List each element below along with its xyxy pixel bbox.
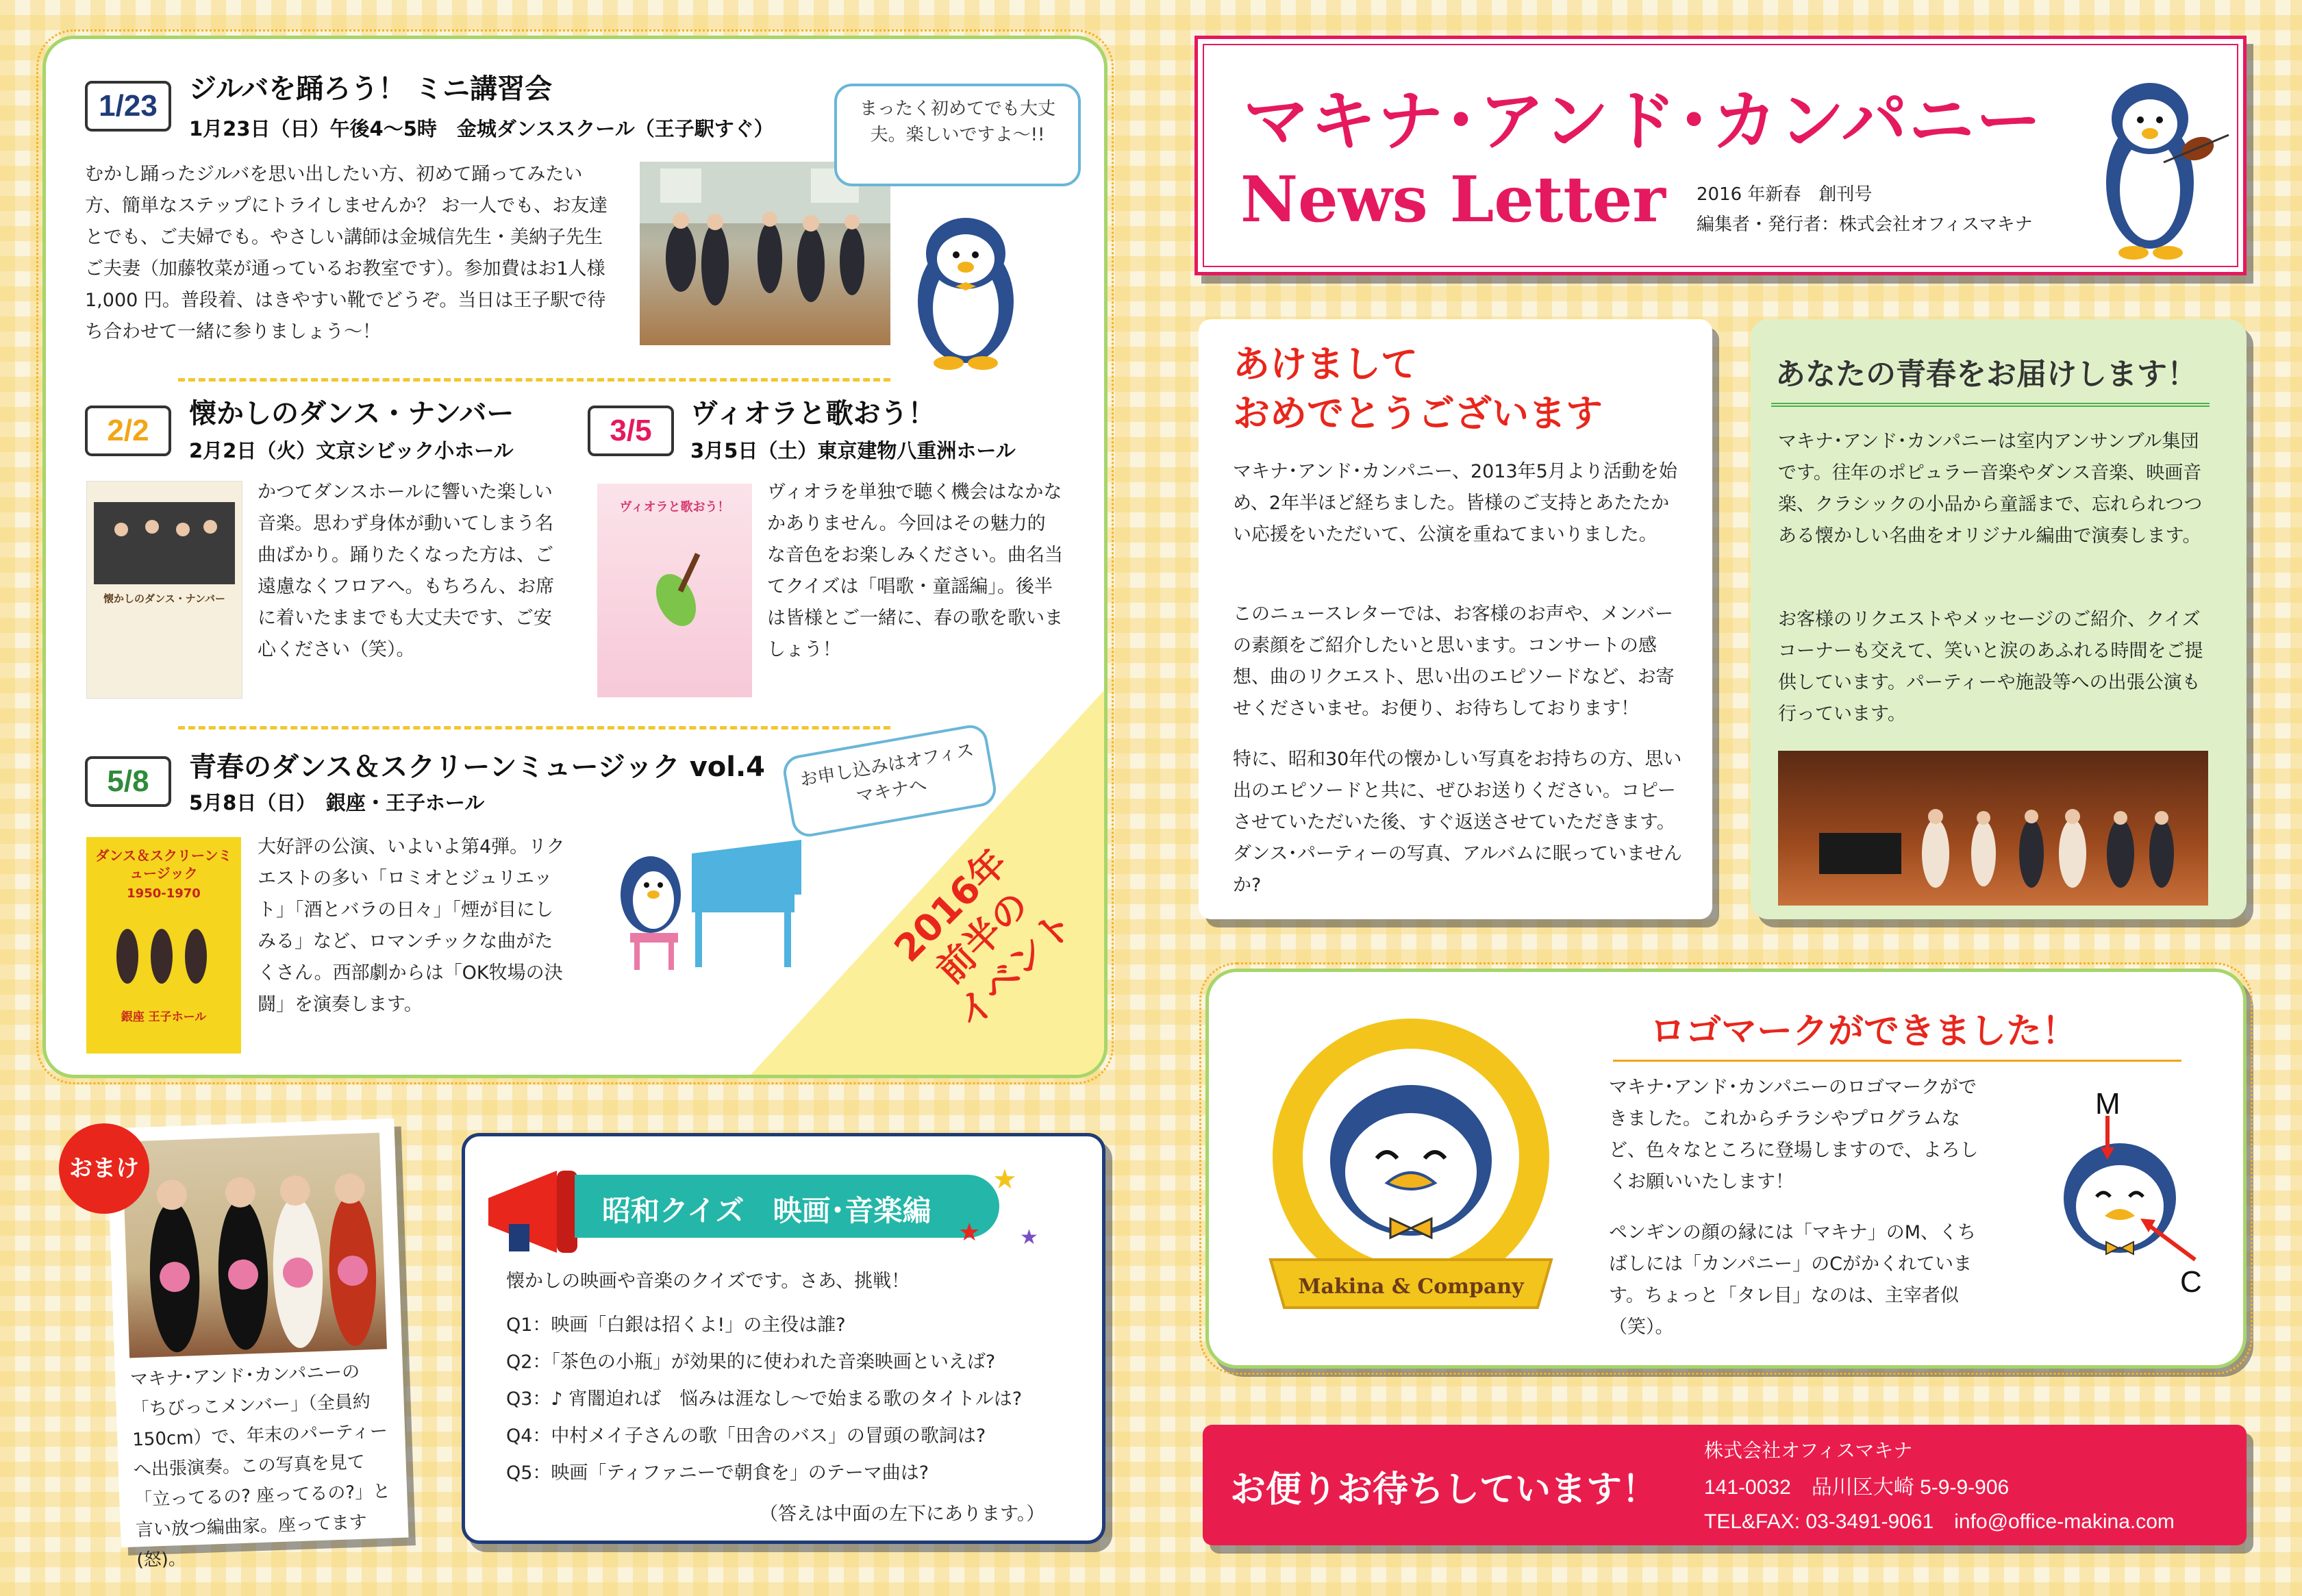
omake-card	[106, 1119, 408, 1571]
intro-paragraph-2: お客様のリクエストやメッセージのご紹介、クイズコーナーも交えて、笑いと涙のあふれる時間をご提供しています。パーティーや施設等への出張公演も行っています。	[1778, 609, 2203, 725]
viola-poster	[597, 484, 752, 697]
poster-years-4: 1950-1970	[127, 886, 201, 901]
logo-ribbon-text: Makina & Company	[1298, 1275, 1524, 1299]
event-subtitle-4: 5月8日（日） 銀座・王子ホール	[189, 791, 485, 814]
event-subtitle-2: 2月2日（火）文京シビック小ホール	[189, 439, 514, 462]
logo-panel	[1205, 969, 2247, 1369]
logo-heading-rule	[1613, 1060, 2181, 1062]
intro-paragraph-1: マキナ･アンド･カンパニーは室内アンサンブル集団です。往年のポピュラー音楽やダンス音楽、映画音楽、クラシックの小品から童謡まで、忘れられつつある懐かしい名曲をオリジナル編曲で演奏します。	[1778, 431, 2203, 547]
quiz-question-2: Q2：「茶色の小瓶」が効果的に使われた音楽映画といえば?	[506, 1351, 996, 1373]
speech-bubble-beginners: まったく初めてでも大丈夫。楽しいですよ〜!!	[834, 84, 1081, 186]
event-date-2: 2/2	[85, 406, 171, 456]
event-date-1: 1/23	[85, 81, 171, 132]
quiz-question-3: Q3：♪ 宵闇迫れば 悩みは涯なし〜で始まる歌のタイトルは?	[506, 1388, 1023, 1410]
quiz-question-1: Q1：映画「白銀は招くよ!」の主役は誰?	[506, 1314, 846, 1336]
divider-2	[178, 726, 890, 730]
dance-number-poster	[86, 481, 242, 699]
star-icon: ★	[958, 1219, 981, 1247]
chibikko-members-photo	[122, 1133, 387, 1358]
greeting-panel	[1199, 319, 1712, 919]
events-corner-label: 2016年 前半の イベント	[886, 840, 1082, 1037]
speech-bubble-application: お申し込みはオフィスマキナへ	[781, 723, 999, 840]
quiz-question-4: Q4：中村メイ子さんの歌「田舎のバス」の冒頭の歌詞は?	[506, 1425, 986, 1447]
quiz-question-5: Q5：映画「ティファニーで朝食を」のテーマ曲は?	[506, 1462, 929, 1484]
greeting-paragraph-3: 特に、昭和30年代の懐かしい写真をお持ちの方、思い出のエピソードと共に、ぜひお送りください。コピーさせていただいた後、すぐ返送させていただきます。ダンス･パーティーの写真、アルバムに眠っていませんか?	[1233, 749, 1682, 896]
dance-lesson-photo	[640, 162, 890, 345]
event-title-1: ジルバを踊ろう！ ミニ講習会	[189, 73, 553, 105]
poster-title-3: ヴィオラと歌おう！	[619, 500, 730, 514]
quiz-answer-note: （答えは中面の左下にあります。）	[760, 1504, 1045, 1525]
logo-label-m: M	[2095, 1087, 2120, 1121]
poster-title-4: ダンス＆スクリーンミュージック	[95, 847, 232, 882]
event-date-4: 5/8	[85, 756, 171, 807]
event-body-2: かつてダンスホールに響いた楽しい音楽。思わず身体が動いてしまう名曲ばかり。踊りたくなった方は、ご遠慮なくフロアへ。もちろん、お席に着いたままでも大丈夫です、ご安心ください（笑）。	[258, 482, 555, 660]
event-title-2: 懐かしのダンス・ナンバー	[189, 398, 514, 429]
contact-address: 141-0032 品川区大崎 5-9-9-906	[1704, 1476, 2010, 1499]
event-title-4: 青春のダンス＆スクリーンミュージック vol.4	[189, 751, 766, 783]
quiz-intro: 懐かしの映画や音楽のクイズです。さあ、挑戦！	[506, 1271, 910, 1292]
masthead-subtitle: News Letter	[1240, 162, 1666, 236]
penguin-mascot-dance	[890, 199, 1041, 377]
omake-badge: おまけ	[59, 1123, 149, 1214]
logo-paragraph-2: ペンギンの顔の縁には「マキナ」のM、くちばしには「カンパニー」のCがかくれています。ちょっと「タレ目」なのは、主宰者似（笑）。	[1609, 1222, 1977, 1338]
divider-1	[178, 378, 890, 382]
contact-company: 株式会社オフィスマキナ	[1704, 1439, 1913, 1462]
masthead-title: マキナ･アンド･カンパニー	[1243, 83, 2043, 160]
event-body-4: 大好評の公演、いよいよ第4弾。リクエストの多い「ロミオとジュリエット」「酒とバラの日々」「煙が目にしみる」など、ロマンチックな曲がたくさん。西部劇からは「OK牧場の決闘」を演奏します。	[258, 836, 565, 1015]
omake-caption: マキナ･アンド･カンパニーの「ちびっこメンバー」（全員約 150cm）で、年末のパーティーへ出張演奏。この写真を見て「立ってるの? 座ってるの?」と言い放つ編曲家。座ってます(怒)。	[129, 1361, 391, 1571]
contact-tel-email: TEL&FAX: 03-3491-9061 info@office-makina.com	[1704, 1510, 2175, 1533]
event-title-3: ヴィオラと歌おう！	[690, 398, 936, 429]
intro-heading-underline	[1771, 403, 2210, 407]
penguin-piano-illustration	[603, 812, 808, 977]
contact-banner	[1203, 1425, 2247, 1545]
intro-heading: あなたの青春をお届けします！	[1775, 357, 2197, 392]
greeting-paragraph-1: マキナ･アンド･カンパニー、2013年5月より活動を始め、2年半ほど経ちました。皆様のご支持とあたたかい応援をいただいて、公演を重ねてまいりました。	[1233, 461, 1677, 545]
poster-venue-4: 銀座 王子ホール	[121, 1010, 207, 1024]
intro-panel	[1751, 319, 2247, 919]
contact-slogan: お便りお待ちしています！	[1230, 1469, 1658, 1510]
quiz-panel	[462, 1133, 1105, 1544]
logo-heading: ロゴマークができました！	[1650, 1011, 2078, 1052]
logo-paragraph-1: マキナ･アンド･カンパニーのロゴマークができました。これからチラシやプログラムなど、色々なところに登場しますので、よろしくお願いいたします！	[1609, 1077, 1979, 1193]
publisher-label: 編集者・発行者：株式会社オフィスマキナ	[1697, 214, 2033, 235]
star-icon: ★	[992, 1164, 1017, 1195]
quiz-title: 昭和クイズ 映画･音楽編	[602, 1194, 931, 1227]
event-body-3: ヴィオラを単独で聴く機会はなかなかありません。今回はその魅力的な音色をお楽しみください。曲名当てクイズは「唱歌・童謡編」。後半は皆様とご一緒に、春の歌を歌いましょう！	[767, 482, 1063, 660]
penguin-face-icon	[2044, 1116, 2209, 1280]
poster-title-2: 懐かしのダンス・ナンバー	[103, 593, 225, 605]
event-body-1: むかし踊ったジルバを思い出したい方、初めて踊ってみたい方、簡単なステップにトライしませんか？ お一人でも、お友達とでも、ご夫婦でも。やさしい講師は金城信先生・美納子先生ご夫妻（加藤牧菜が通っているお教室です）。参加費はお1人様 1,000 円。普段着、はきやすい靴でどうぞ。当日は王子駅で待ち合わせて一緒に参りましょう〜！	[85, 164, 608, 342]
event-subtitle-3: 3月5日（土）東京建物八重洲ホール	[690, 439, 1016, 462]
greeting-paragraph-2: このニュースレターでは、お客様のお声や、メンバーの素顔をご紹介したいと思います。コンサートの感想、曲のリクエスト、思い出のエピソードなど、お寄せくださいませ。お便り、お待ちしております！	[1233, 603, 1675, 719]
event-subtitle-1: 1月23日（日）午後4〜5時 金城ダンススクール（王子駅すぐ）	[189, 117, 774, 140]
masthead	[1194, 36, 2247, 275]
dance-screen-poster	[86, 837, 241, 1053]
ensemble-concert-photo	[1778, 751, 2208, 906]
star-icon: ★	[1020, 1225, 1038, 1249]
greeting-heading: あけまして おめでとうございます	[1233, 342, 1603, 435]
penguin-violin-icon	[2081, 60, 2232, 265]
event-date-3: 3/5	[588, 406, 674, 456]
logo-label-c: C	[2180, 1265, 2202, 1299]
issue-label: 2016 年新春 創刊号	[1697, 184, 1873, 205]
